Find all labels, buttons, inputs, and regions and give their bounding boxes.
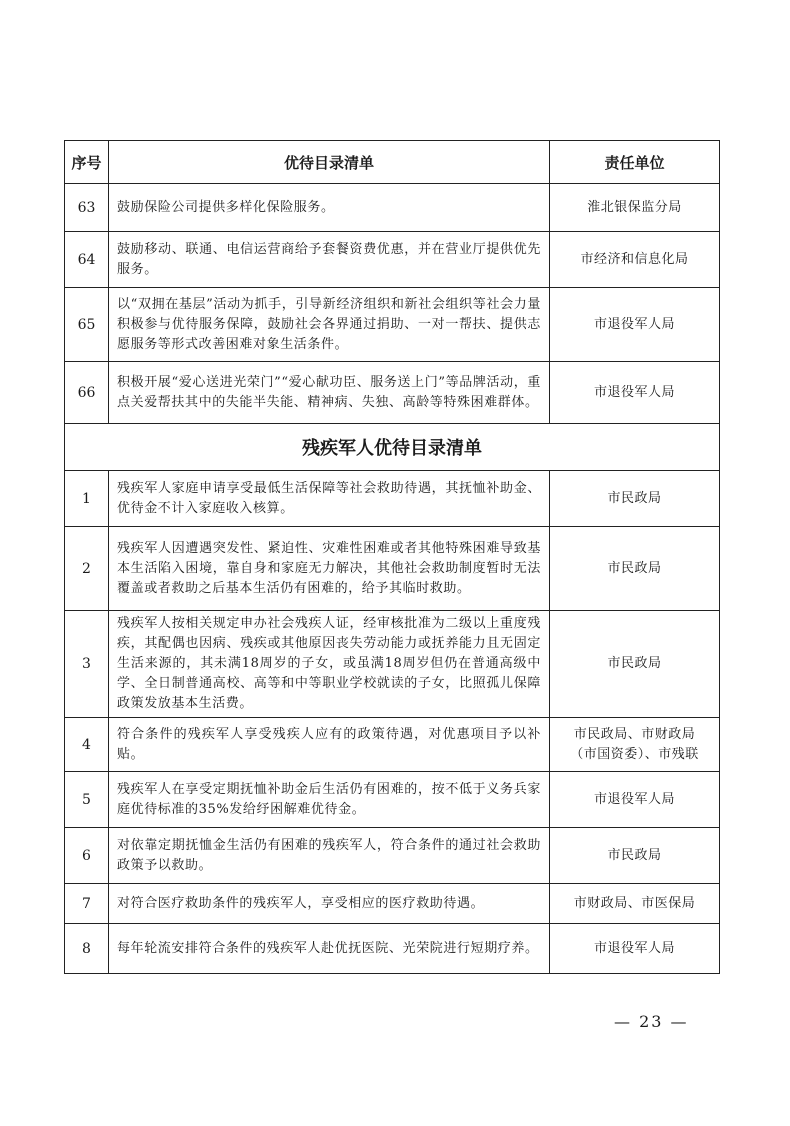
row-item-text: 符合条件的残疾军人享受残疾人应有的政策待遇，对优惠项目予以补贴。 xyxy=(109,718,550,772)
row-responsible-unit: 市经济和信息化局 xyxy=(550,232,720,288)
row-responsible-unit: 市民政局 xyxy=(550,471,720,527)
table-row xyxy=(65,184,720,232)
section-title-row xyxy=(65,424,720,471)
row-responsible-unit: 市退役军人局 xyxy=(550,288,720,362)
row-number: 4 xyxy=(65,718,109,772)
section-title: 残疾军人优待目录清单 xyxy=(65,424,720,471)
table-row xyxy=(65,828,720,884)
page-number: — 23 — xyxy=(614,1012,689,1031)
table-row xyxy=(65,924,720,974)
row-item-text: 鼓励保险公司提供多样化保险服务。 xyxy=(109,184,550,232)
row-number: 5 xyxy=(65,772,109,828)
policy-table-container xyxy=(64,140,719,974)
table-row xyxy=(65,884,720,924)
row-number: 7 xyxy=(65,884,109,924)
table-row xyxy=(65,471,720,527)
row-number: 63 xyxy=(65,184,109,232)
row-number: 3 xyxy=(65,611,109,718)
row-number: 8 xyxy=(65,924,109,974)
row-item-text: 鼓励移动、联通、电信运营商给予套餐资费优惠，并在营业厅提供优先服务。 xyxy=(109,232,550,288)
header-unit: 责任单位 xyxy=(550,141,720,184)
row-item-text: 每年轮流安排符合条件的残疾军人赴优抚医院、光荣院进行短期疗养。 xyxy=(109,924,550,974)
table-row xyxy=(65,611,720,718)
row-responsible-unit xyxy=(550,718,720,772)
row-item-text: 残疾军人家庭申请享受最低生活保障等社会救助待遇，其抚恤补助金、优待金不计入家庭收入核算。 xyxy=(109,471,550,527)
unit-line: 市民政局、市财政局 xyxy=(573,726,696,742)
row-item-text: 对依靠定期抚恤金生活仍有困难的残疾军人，符合条件的通过社会救助政策予以救助。 xyxy=(109,828,550,884)
row-responsible-unit: 市退役军人局 xyxy=(550,362,720,424)
table-row xyxy=(65,288,720,362)
row-responsible-unit: 市退役军人局 xyxy=(550,924,720,974)
row-responsible-unit: 市民政局 xyxy=(550,527,720,611)
unit-line: （市国资委）、市残联 xyxy=(570,746,699,762)
row-number: 64 xyxy=(65,232,109,288)
table-row xyxy=(65,772,720,828)
table-header-row xyxy=(65,141,720,184)
table-row xyxy=(65,232,720,288)
row-responsible-unit: 市退役军人局 xyxy=(550,772,720,828)
table-row xyxy=(65,362,720,424)
row-number: 65 xyxy=(65,288,109,362)
row-number: 66 xyxy=(65,362,109,424)
row-item-text: 残疾军人因遭遇突发性、紧迫性、灾难性困难或者其他特殊困难导致基本生活陷入困境，靠自身和家庭无力解决，其他社会救助制度暂时无法覆盖或者救助之后基本生活仍有困难的，给予其临时救助。 xyxy=(109,527,550,611)
row-number: 2 xyxy=(65,527,109,611)
row-responsible-unit: 淮北银保监分局 xyxy=(550,184,720,232)
row-item-text: 积极开展“爱心送进光荣门”“爱心献功臣、服务送上门”等品牌活动，重点关爱帮扶其中的失能半失能、精神病、失独、高龄等特殊困难群体。 xyxy=(109,362,550,424)
row-responsible-unit: 市民政局 xyxy=(550,611,720,718)
row-item-text: 对符合医疗救助条件的残疾军人，享受相应的医疗救助待遇。 xyxy=(109,884,550,924)
preferential-treatment-table xyxy=(64,140,720,974)
row-number: 6 xyxy=(65,828,109,884)
table-row xyxy=(65,527,720,611)
header-number: 序号 xyxy=(65,141,109,184)
table-row xyxy=(65,718,720,772)
row-responsible-unit: 市财政局、市医保局 xyxy=(550,884,720,924)
row-number: 1 xyxy=(65,471,109,527)
row-item-text: 以“双拥在基层”活动为抓手，引导新经济组织和新社会组织等社会力量积极参与优待服务保障，鼓励社会各界通过捐助、一对一帮扶、提供志愿服务等形式改善困难对象生活条件。 xyxy=(109,288,550,362)
row-item-text: 残疾军人在享受定期抚恤补助金后生活仍有困难的，按不低于义务兵家庭优待标准的35%发给纾困解难优待金。 xyxy=(109,772,550,828)
row-item-text: 残疾军人按相关规定申办社会残疾人证，经审核批准为二级以上重度残疾，其配偶也因病、残疾或其他原因丧失劳动能力或抚养能力且无固定生活来源的，其未满18周岁的子女，或虽满18周岁但仍在普通高级中学、全日制普通高校、高等和中等职业学校就读的子女，比照孤儿保障政策发放基本生活费。 xyxy=(109,611,550,718)
row-responsible-unit: 市民政局 xyxy=(550,828,720,884)
header-item: 优待目录清单 xyxy=(109,141,550,184)
